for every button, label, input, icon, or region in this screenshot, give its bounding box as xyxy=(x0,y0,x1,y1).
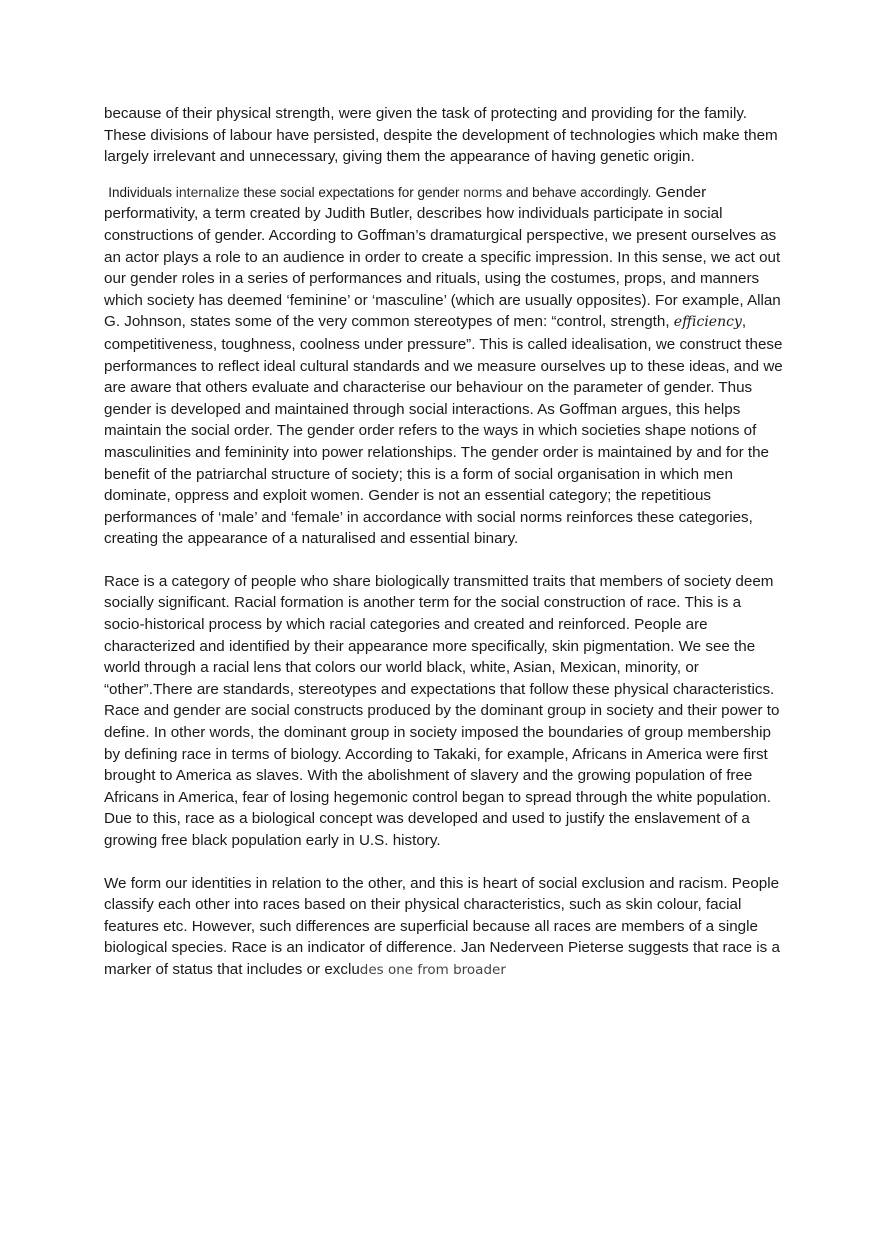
text-internalize: internalize xyxy=(175,183,240,200)
document-page xyxy=(104,103,784,982)
paragraph-spacer xyxy=(104,550,784,571)
paragraph-race-category: Race is a category of people who share biologically transmitted traits that members of society deem socially significant. Racial formation is another term for the social construction of race. This is a socio-historical process by which racial categories and created and reinforced. People are characterized and identified by their appearance more specifically, skin pigmentation. We see the world through a racial lens that colors our world black, white, Asian, Mexican, minority, or “other”.There are standards, stereotypes and expectations that follow these physical characteristics. Race and gender are social constructs produced by the dominant group in society and their power to define. In other words, the dominant group in society imposed the boundaries of group membership by defining race in terms of biology. According to Takaki, for example, Africans in America were first brought to America as slaves. With the abolishment of slavery and the growing population of free Africans in America, fear of losing hegemonic control began to spread through the white population. Due to this, race as a biological concept was developed and used to justify the enslavement of a growing free black population early in U.S. history. xyxy=(104,572,780,849)
text-behave-accordingly: and behave accordingly. xyxy=(502,184,652,200)
paragraph-gender-performativity xyxy=(104,182,784,550)
paragraph-spacer xyxy=(104,168,784,182)
text-performativity-rest: , competitiveness, toughness, coolness under pressure”. This is called idealisation, we construct these performances to reflect ideal cultural standards and we measure ourselves up to these ideas, and we are aware that others evaluate and characterise our behaviour on the parameter of gender. Thus gender is developed and maintained through social interactions. As Goffman argues, this helps maintain the social order. The gender order refers to the ways in which societies shape notions of masculinities and femininity into power relationships. The gender order is maintained by and for the benefit of the patriarchal structure of society; this is a form of social organisation in which men dominate, oppress and exploit women. Gender is not an essential category; the repetitious performances of ‘male’ and ‘female’ in accordance with social norms reinforces these categories, creating the appearance of a naturalised and essential binary. xyxy=(104,313,783,548)
text-norms: norms xyxy=(463,183,503,200)
text-individuals: Individuals xyxy=(108,184,176,200)
paragraph-identity-other xyxy=(104,873,784,982)
paragraph-spacer xyxy=(104,852,784,873)
text-social-expectations: these social expectations for gender xyxy=(239,184,464,200)
text-identity-body: We form our identities in relation to the other, and this is heart of social exclusion and racism. People classify each other into races based on their physical characteristics, such as skin colour, facial features etc. However, such differences are superficial because all races are members of a single biological species. Race is an indicator of difference. Jan Nederveen Pieterse suggests that race is a marker of status that includes or exclu xyxy=(104,874,780,978)
paragraph-gender-labour: because of their physical strength, were given the task of protecting and providing for the family. These divisions of labour have persisted, despite the development of technologies which make them largely irrelevant and unnecessary, giving them the appearance of having genetic origin. xyxy=(104,105,778,166)
text-efficiency: efficiency xyxy=(673,314,742,331)
text-identity-tail: des one from broader xyxy=(359,961,506,978)
text-performativity-body: Gender performativity, a term created by Judith Butler, describes how individuals participate in social constructions of gender. According to Goffman’s dramaturgical perspective, we present ourselves as an actor plays a role to an audience in order to create a specific impression. In this sense, we act out our gender roles in a series of performances and rituals, using the costumes, props, and manners which society has deemed ‘feminine’ or ‘masculine’ (which are usually opposites). For example, Allan G. Johnson, states some of the very common stereotypes of men: “control, strength, xyxy=(104,183,781,331)
